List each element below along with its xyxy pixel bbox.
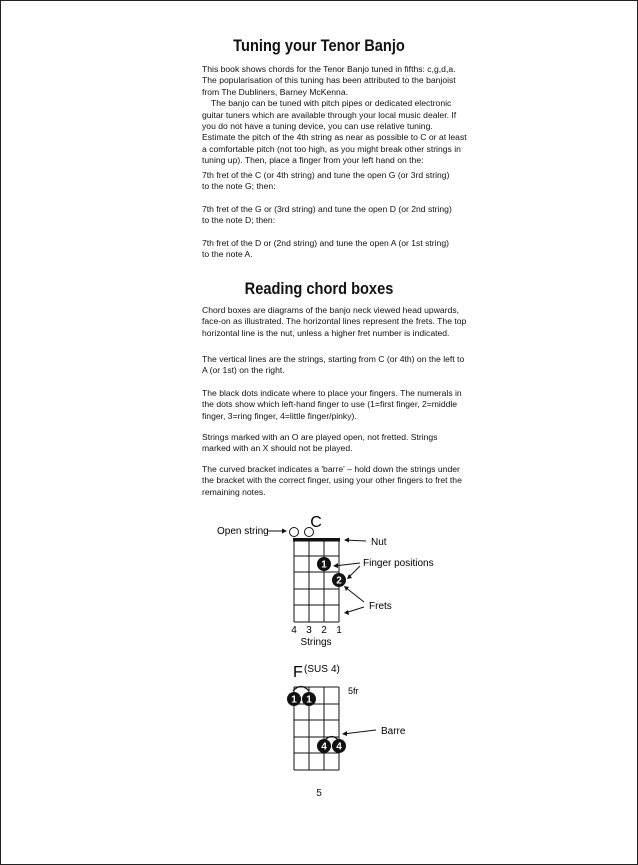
chord-box-para-3: The black dots indicate where to place your fingers. The numerals in the dots show which left-hand finger to use (1=first finger, 2=middle finger, 3=ring finger, 4=little finger/pinky).	[202, 388, 462, 421]
step-2-line-2: to the note D; then:	[202, 215, 276, 226]
step-2-line-1: 7th fret of the G or (3rd string) and tune the open D (or 2nd string)	[202, 204, 452, 214]
fsus4-chord-suffix-num: 4)	[331, 664, 340, 675]
section-title-tuning: Tuning your Tenor Banjo	[233, 36, 405, 55]
fret-position-label: 5fr	[348, 686, 359, 696]
nut-label: Nut	[371, 537, 387, 548]
string-number-3: 3	[306, 625, 312, 636]
barre-arrowhead	[342, 731, 347, 736]
svg-text:1: 1	[306, 694, 312, 706]
chord-box-para-1: Chord boxes are diagrams of the banjo neck viewed head upwards, face-on as illustrated. The horizontal lines represent the frets. The top horizontal line is the nut, unless a higher fret number is indicated.	[202, 305, 467, 338]
svg-text:1: 1	[321, 559, 327, 571]
finger-positions-label: Finger positions	[363, 558, 434, 569]
page-number: 5	[316, 788, 322, 799]
c-chord-name: C	[310, 514, 322, 531]
finger-dot-barre-4a	[317, 739, 331, 753]
step-3-line-2: to the note A.	[202, 249, 253, 260]
finger-dot-barre-1b	[302, 692, 316, 706]
svg-text:4: 4	[321, 741, 327, 753]
frets-label: Frets	[369, 601, 392, 612]
finger-dot-barre-1a	[287, 692, 301, 706]
chord-box-para-5: The curved bracket indicates a 'barre' – hold down the strings under the bracket with the correct finger, using your other fingers to fret the remaining notes.	[202, 464, 462, 497]
step-1-line-1: 7th fret of the C (or 4th string) and tune the open G (or 3rd string)	[202, 170, 450, 180]
svg-text:2: 2	[336, 575, 342, 587]
fsus4-chord-suffix: (SUS	[304, 664, 328, 675]
step-3-line-1: 7th fret of the D or (2nd string) and tune the open A (or 1st string)	[202, 238, 449, 248]
tuning-para-1: This book shows chords for the Tenor Banjo tuned in fifths: c,g,d,a. The popularisation of this tuning has been attributed to the banjoist from The Dubliners, Barney McKenna.	[202, 64, 456, 97]
svg-text:1: 1	[291, 694, 297, 706]
string-number-4: 4	[291, 625, 297, 636]
finger-dot-barre-4b	[332, 739, 346, 753]
section-title-chord-boxes: Reading chord boxes	[244, 279, 394, 298]
string-number-1: 1	[336, 625, 342, 636]
barre-arrow	[343, 730, 376, 734]
strings-label: Strings	[300, 637, 332, 648]
fsus4-chord-root: F	[293, 664, 303, 681]
chord-box-para-4: Strings marked with an O are played open, not fretted. Strings marked with an X should not be played.	[202, 432, 438, 454]
chord-box-para-2: The vertical lines are the strings, starting from C (or 4th) on the left to A (or 1st) on the right.	[202, 354, 465, 376]
string-number-2: 2	[321, 625, 327, 636]
barre-label: Barre	[381, 726, 406, 737]
svg-text:4: 4	[336, 741, 342, 753]
step-1-line-2: to the note G; then:	[202, 181, 276, 192]
tuning-para-2: The banjo can be tuned with pitch pipes or dedicated electronic guitar tuners which are available through your local music dealer. If you do not have a tuning device, you can use relative tuning. Estimate the pitch of the 4th string as near as possible to C or at least a comfortable pitch (not too high, as you might break other strings in tuning up). Then, place a finger from your left hand on the:	[202, 98, 467, 166]
open-string-label: Open string	[217, 526, 269, 537]
